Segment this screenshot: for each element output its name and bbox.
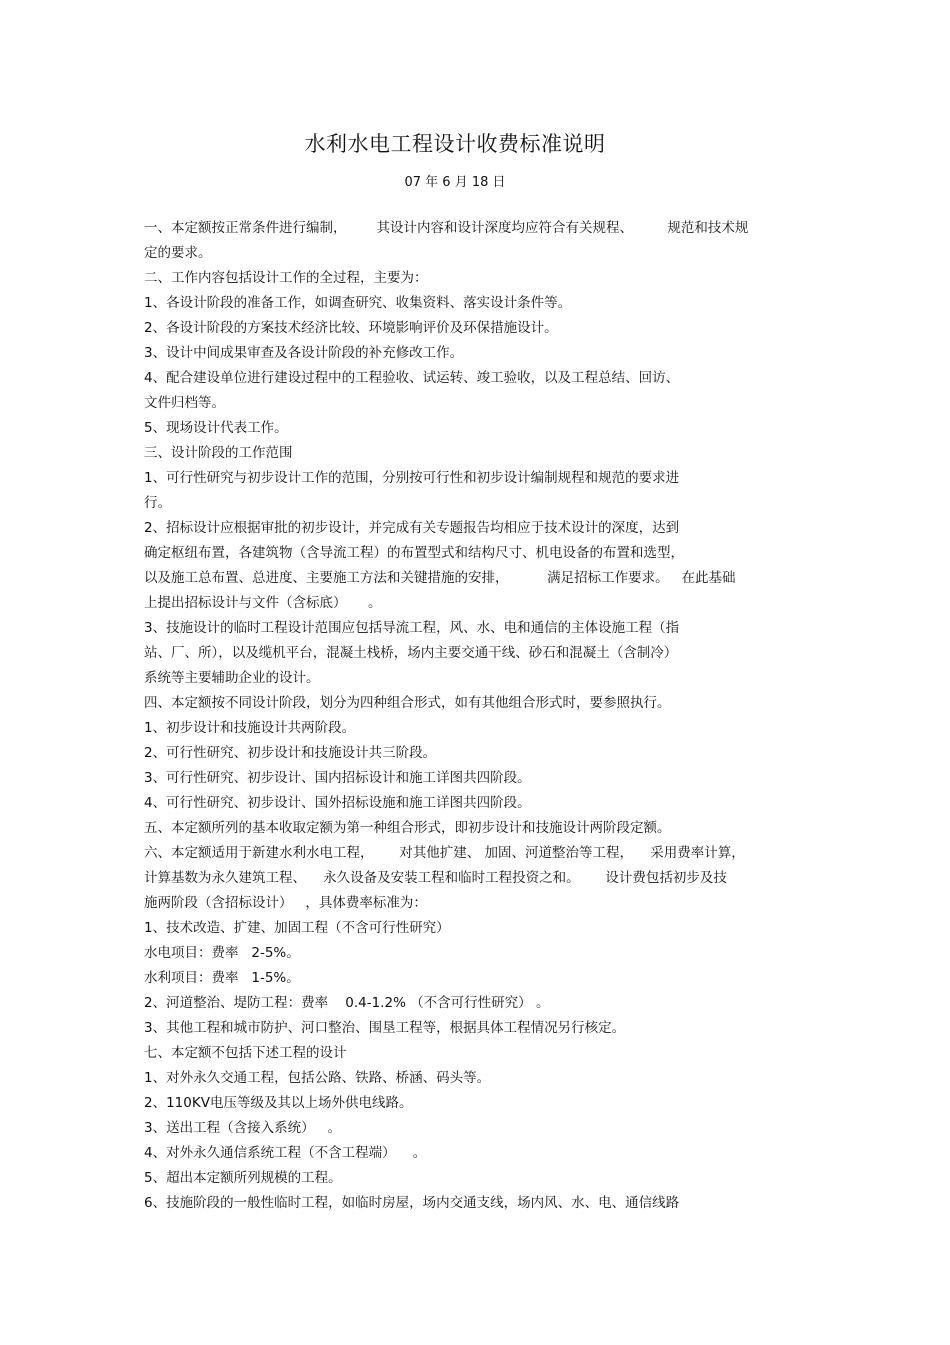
text-line: 六、本定额适用于新建水利水电工程， 对其他扩建、 加固、河道整治等工程， 采用费率计算， bbox=[144, 845, 745, 861]
text-line: 4、对外永久通信系统工程（不含工程端） 。 bbox=[144, 1145, 427, 1161]
text-line: 2、河道整治、堤防工程：费率 0.4-1.2% （不含可行性研究） 。 bbox=[144, 995, 550, 1011]
document-date: 07 年 6 月 18 日 bbox=[404, 175, 506, 190]
text-line: 水电项目：费率 2-5%。 bbox=[144, 945, 300, 961]
text-line: 五、本定额所列的基本收取定额为第一种组合形式，即初步设计和技施设计两阶段定额。 bbox=[144, 820, 671, 836]
document-title: 水利水电工程设计收费标准说明 bbox=[304, 132, 606, 156]
text-line: 4、配合建设单位进行建设过程中的工程验收、试运转、竣工验收，以及工程总结、回访、 bbox=[144, 370, 680, 386]
text-line: 二、工作内容包括设计工作的全过程，主要为： bbox=[144, 270, 428, 286]
text-line: 2、可行性研究、初步设计和技施设计共三阶段。 bbox=[144, 745, 437, 761]
text-line: 1、初步设计和技施设计共两阶段。 bbox=[144, 720, 356, 736]
text-line: 1、可行性研究与初步设计工作的范围，分别按可行性和初步设计编制规程和规范的要求进 bbox=[144, 470, 680, 486]
text-line: 站、厂、所），以及缆机平台，混凝土栈桥，场内主要交通干线、砂石和混凝土（含制冷） bbox=[144, 645, 678, 661]
text-line: 一、本定额按正常条件进行编制， 其设计内容和设计深度均应符合有关规程、 规范和技术规 bbox=[144, 220, 749, 236]
text-line: 2、招标设计应根据审批的初步设计，并完成有关专题报告均相应于技术设计的深度，达到 bbox=[144, 520, 680, 536]
text-line: 行。 bbox=[144, 495, 171, 511]
text-line: 6、技施阶段的一般性临时工程，如临时房屋，场内交通支线，场内风、水、电、通信线路 bbox=[144, 1195, 680, 1211]
text-line: 以及施工总布置、总进度、主要施工方法和关键措施的安排， 满足招标工作要求。 在此基础 bbox=[144, 570, 736, 586]
document-body bbox=[144, 216, 814, 1216]
text-line: 七、本定额不包括下述工程的设计 bbox=[144, 1045, 347, 1061]
text-line: 3、其他工程和城市防护、河口整治、围垦工程等，根据具体工程情况另行核定。 bbox=[144, 1020, 626, 1036]
text-line: 系统等主要辅助企业的设计。 bbox=[144, 670, 320, 686]
text-line: 三、设计阶段的工作范围 bbox=[144, 445, 293, 461]
text-line: 3、技施设计的临时工程设计范围应包括导流工程，风、水、电和通信的主体设施工程（指 bbox=[144, 620, 680, 636]
text-line: 四、本定额按不同设计阶段，划分为四种组合形式，如有其他组合形式时，要参照执行。 bbox=[144, 695, 671, 711]
text-line: 定的要求。 bbox=[144, 245, 212, 261]
text-line: 计算基数为永久建筑工程、 永久设备及安装工程和临时工程投资之和。 设计费包括初步及技 bbox=[144, 870, 727, 886]
text-line: 3、送出工程（含接入系统） 。 bbox=[144, 1120, 341, 1136]
text-line: 5、超出本定额所列规模的工程。 bbox=[144, 1170, 342, 1186]
text-line: 1、技术改造、扩建、加固工程（不含可行性研究） bbox=[144, 920, 450, 936]
text-line: 3、可行性研究、初步设计、国内招标设计和施工详图共四阶段。 bbox=[144, 770, 531, 786]
text-line: 确定枢纽布置，各建筑物（含导流工程）的布置型式和结构尺寸、机电设备的布置和选型， bbox=[144, 545, 684, 561]
text-line: 水利项目：费率 1-5%。 bbox=[144, 970, 300, 986]
text-line: 文件归档等。 bbox=[144, 395, 225, 411]
text-line: 4、可行性研究、初步设计、国外招标设施和施工详图共四阶段。 bbox=[144, 795, 531, 811]
text-line: 3、设计中间成果审查及各设计阶段的补充修改工作。 bbox=[144, 345, 464, 361]
text-line: 2、110KV电压等级及其以上场外供电线路。 bbox=[144, 1095, 413, 1111]
text-line: 5、现场设计代表工作。 bbox=[144, 420, 288, 436]
text-line: 上提出招标设计与文件（含标底） 。 bbox=[144, 595, 382, 611]
text-line: 1、对外永久交通工程，包括公路、铁路、桥涵、码头等。 bbox=[144, 1070, 491, 1086]
text-line: 2、各设计阶段的方案技术经济比较、环境影响评价及环保措施设计。 bbox=[144, 320, 558, 336]
text-line: 1、各设计阶段的准备工作，如调查研究、收集资料、落实设计条件等。 bbox=[144, 295, 572, 311]
text-line: 施两阶段（含招标设计） ，具体费率标准为： bbox=[144, 895, 427, 911]
